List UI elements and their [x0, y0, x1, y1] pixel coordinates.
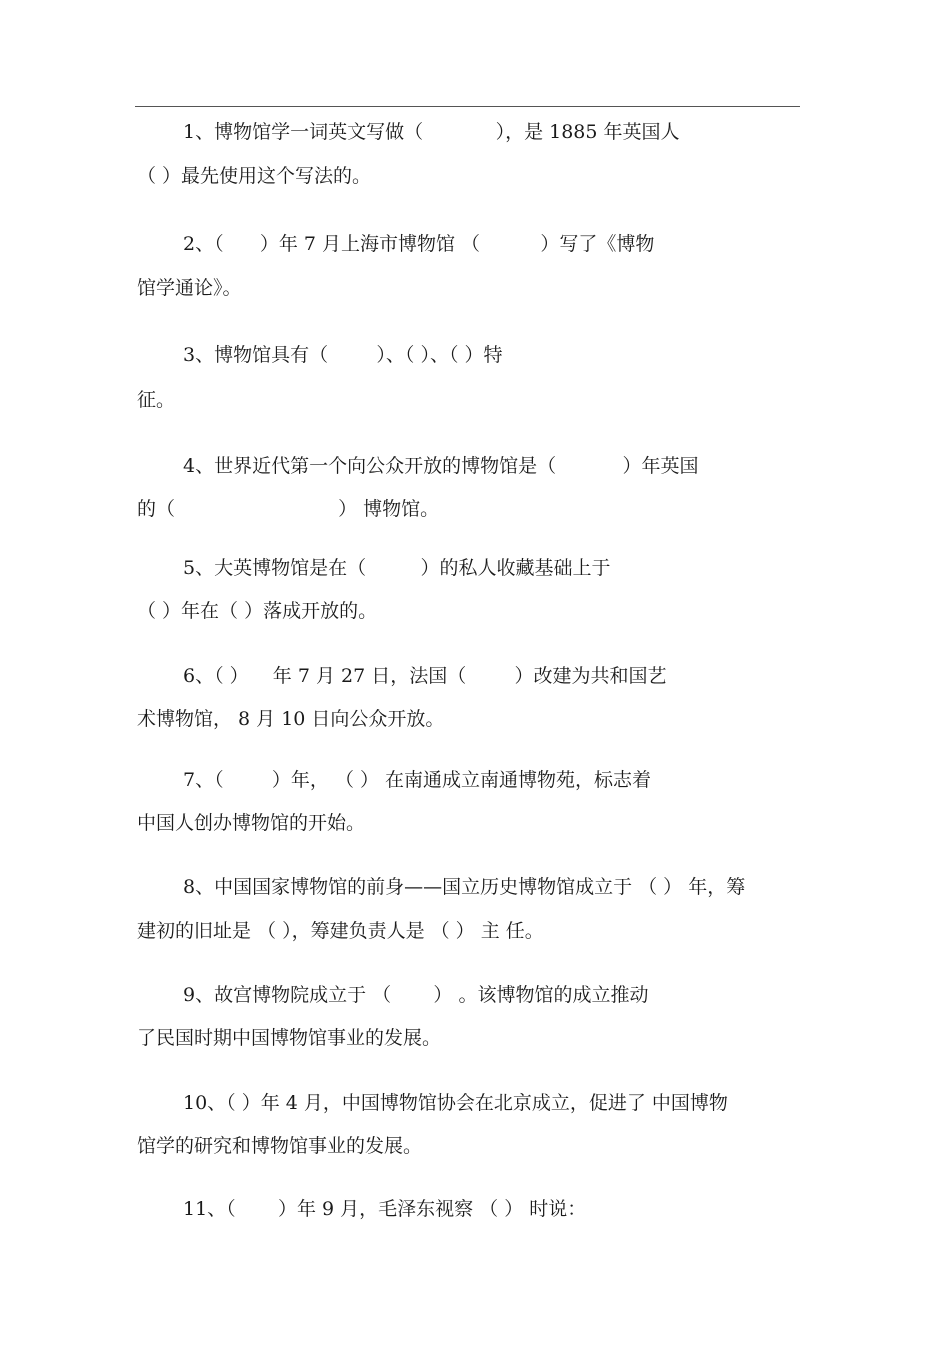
question-text: 2、（ ）年 7 月上海市博物馆 （ ）写了《博物 — [183, 233, 655, 255]
question-text: 馆学通论》。 — [137, 277, 242, 299]
question-text: 10、（ ）年 4 月，中国博物馆协会在北京成立，促进了 中国博物 — [183, 1092, 728, 1114]
question-text: 9、故宫博物院成立于 （ ） 。该博物馆的成立推动 — [183, 984, 649, 1006]
header-rule — [135, 106, 800, 107]
question-text: 11、（ ）年 9 月，毛泽东视察 （ ） 时说： — [183, 1198, 587, 1220]
question-text: 建初的旧址是 （ ），筹建负责人是 （ ） 主 任。 — [137, 920, 544, 942]
question-text: 7、（ ）年， （ ） 在南通成立南通博物苑，标志着 — [183, 769, 652, 791]
question-text: 术博物馆， 8 月 10 日向公众开放。 — [137, 708, 445, 730]
question-text: 5、大英博物馆是在（ ）的私人收藏基础上于 — [183, 557, 611, 579]
question-text: （ ）最先使用这个写法的。 — [137, 165, 372, 187]
question-text: 1、博物馆学一词英文写做（ ），是 1885 年英国人 — [183, 121, 680, 143]
question-text: 征。 — [137, 389, 176, 411]
question-text: 的（ ） 博物馆。 — [137, 498, 440, 520]
question-text: 了民国时期中国博物馆事业的发展。 — [137, 1027, 442, 1049]
question-text: 8、中国国家博物馆的前身——国立历史博物馆成立于 （ ） 年，筹 — [183, 876, 746, 898]
question-text: 4、世界近代第一个向公众开放的博物馆是（ ）年英国 — [183, 455, 699, 477]
question-text: 3、博物馆具有（ ）、（ ）、（ ）特 — [183, 344, 503, 366]
question-text: （ ）年在（ ）落成开放的。 — [137, 600, 378, 622]
question-text: 馆学的研究和博物馆事业的发展。 — [137, 1135, 423, 1157]
question-text: 中国人创办博物馆的开始。 — [137, 812, 366, 834]
question-text: 6、（ ） 年 7 月 27 日，法国（ ）改建为共和国艺 — [183, 665, 667, 687]
